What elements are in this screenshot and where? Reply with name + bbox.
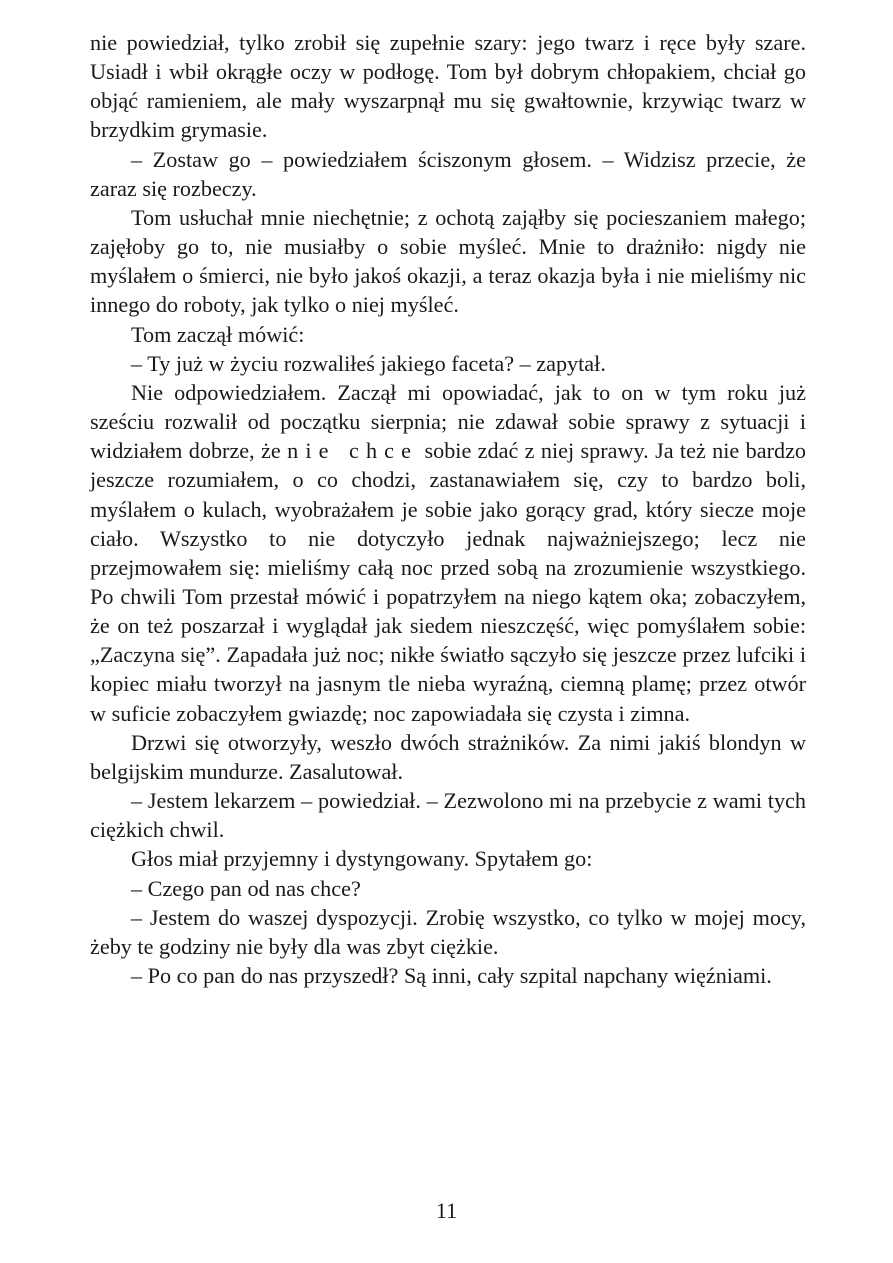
paragraph: Głos miał przyjemny i dystyngowany. Spytałem go:: [131, 846, 593, 872]
paragraph-text: Nie odpowiedziałem. Zaczął mi opowiadać, jak to on w tym roku już sześciu rozwalił od początku sierpnia; nie zdawał sobie sprawy z sytuacji i widziałem dobrze, że: [90, 379, 806, 464]
page-number: 11: [435, 1198, 458, 1223]
paragraph: nie powiedział, tylko zrobił się zupełnie szary: jego twarz i ręce były szare. Usiadł i wbił okrągłe oczy w podłogę. Tom był dobrym chłopakiem, chciał go objąć ramieniem, ale mały wyszarpnął mu się gwałtownie, krzywiąc twarz w brzydkim grymasie.: [90, 30, 806, 143]
paragraph: Tom zaczął mówić:: [131, 321, 305, 347]
paragraph: Drzwi się otworzyły, weszło dwóch strażników. Za nimi jakiś blondyn w belgijskim mundurze. Zasalutował.: [90, 729, 806, 784]
paragraph: – Jestem lekarzem – powiedział. – Zezwolono mi na przebycie z wami tych ciężkich chwil.: [90, 788, 806, 843]
paragraph-text: sobie zdać z niej sprawy. Ja też nie bardzo jeszcze rozumiałem, o co chodzi, zastanawiałem się, czy to bardzo boli, myślałem o kulach, wyobrażałem je sobie jako gorący grad, który siecze moje ciało. Wszystko to nie dotyczyło jednak najważniejszego; lecz nie przejmowałem się: mieliśmy całą noc przed sobą na zrozumienie wszystkiego. Po chwili Tom przestał mówić i popatrzyłem na niego kątem oka; zobaczyłem, że on też poszarzał i wyglądał jak siedem nieszczęść, więc pomyślałem sobie: „Zaczyna się”. Zapadała już noc; nikłe światło sączyło się jeszcze przez lufciki i kopiec miału tworzył na jasnym tle nieba wyraźną, ciemną plamę; przez otwór w suficie zobaczyłem gwiazdę; noc zapowiadała się czysta i zimna.: [90, 438, 807, 726]
emphasized-text: nie chce: [287, 438, 419, 464]
paragraph: [90, 378, 806, 728]
paragraph: – Ty już w życiu rozwaliłeś jakiego faceta? – zapytał.: [131, 350, 606, 376]
body-text: [90, 28, 806, 990]
paragraph: – Po co pan do nas przyszedł? Są inni, cały szpital napchany więźniami.: [131, 963, 772, 988]
paragraph: – Czego pan od nas chce?: [131, 875, 361, 901]
paragraph: Tom usłuchał mnie niechętnie; z ochotą zająłby się pocieszaniem małego; zajęłoby go to, nie musiałby o sobie myśleć. Mnie to drażniło: nigdy nie myślałem o śmierci, nie było jakoś okazji, a teraz okazja była i nie mieliśmy nic innego do roboty, jak tylko o niej myśleć.: [90, 204, 806, 318]
paragraph: – Jestem do waszej dyspozycji. Zrobię wszystko, co tylko w mojej mocy, żeby te godziny nie były dla was zbyt ciężkie.: [90, 904, 806, 959]
paragraph: – Zostaw go – powiedziałem ściszonym głosem. – Widzisz przecie, że zaraz się rozbeczy.: [90, 146, 806, 201]
